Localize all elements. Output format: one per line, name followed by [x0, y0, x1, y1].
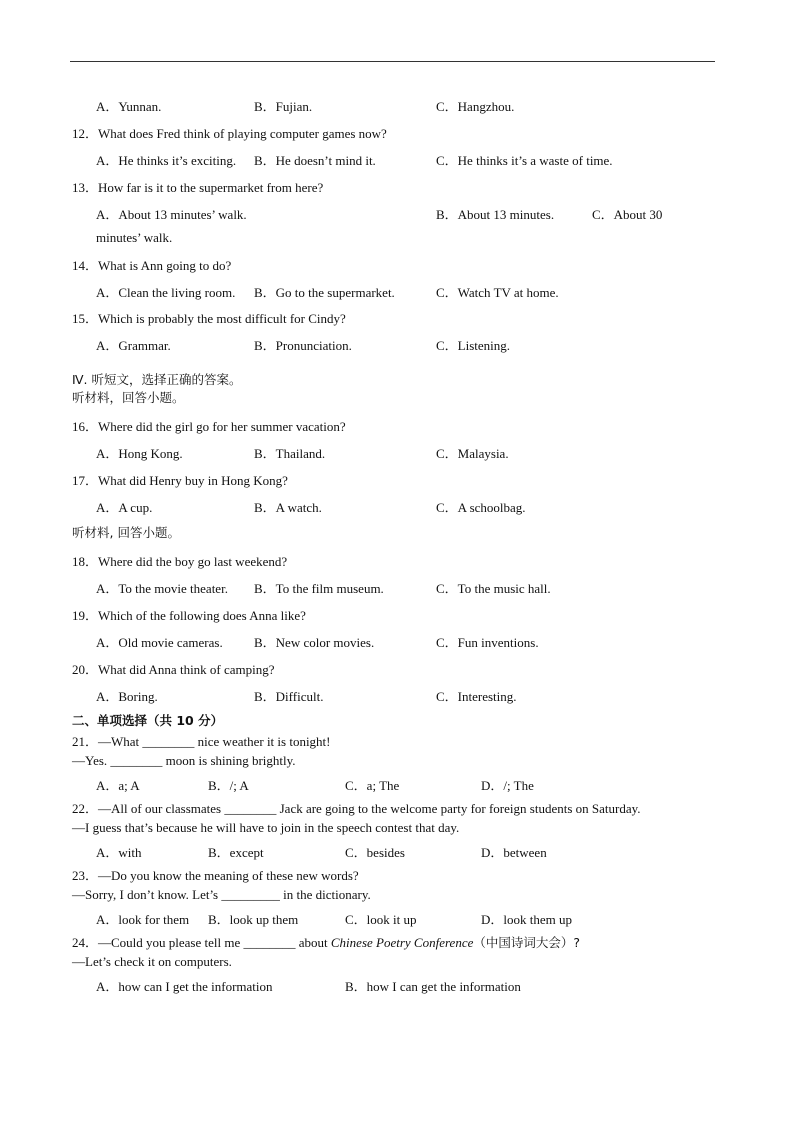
option-c: C．About 30: [592, 207, 663, 222]
option-c: C．a; The: [345, 778, 400, 793]
option-b: B．About 13 minutes.: [436, 207, 555, 222]
question-22-line-2: —I guess that’s because he will have to join in the speech contest that day.: [72, 820, 460, 835]
option-c: C．He thinks it’s a waste of time.: [436, 153, 613, 168]
option-b: B．Thailand.: [254, 446, 326, 461]
question-24-title: Chinese Poetry Conference: [330, 935, 474, 950]
question-21-line-2: —Yes. ________ moon is shining brightly.: [72, 753, 296, 768]
option-c: C．A schoolbag.: [436, 500, 526, 515]
option-c: C．Hangzhou.: [436, 99, 515, 114]
question-23-line-1: 23．—Do you know the meaning of these new words?: [72, 868, 359, 883]
question-15-stem: 15．Which is probably the most difficult for Cindy?: [72, 311, 346, 326]
option-b: B．A watch.: [254, 500, 322, 515]
question-22-line-1: 22．—All of our classmates ________ Jack are going to the welcome party for foreign students on Saturday.: [72, 801, 641, 816]
option-a: A．Yunnan.: [96, 99, 162, 114]
option-c: C．Malaysia.: [436, 446, 509, 461]
question-24-stem: 24．—Could you please tell me ________ about: [72, 935, 331, 950]
listening-instruction: 听材料, 回答小题。: [72, 525, 180, 540]
question-24-line-2: —Let’s check it on computers.: [72, 954, 232, 969]
question-14-stem: 14．What is Ann going to do?: [72, 258, 232, 273]
section-2-title: 二、单项选择（共 10 分）: [72, 713, 224, 728]
option-a: A．with: [96, 845, 142, 860]
option-c: C．Watch TV at home.: [436, 285, 559, 300]
question-20-stem: 20．What did Anna think of camping?: [72, 662, 275, 677]
question-23-line-2: —Sorry, I don’t know. Let’s _________ in the dictionary.: [72, 887, 371, 902]
question-21-line-1: 21．—What ________ nice weather it is tonight!: [72, 734, 331, 749]
question-24-line-1: [72, 932, 580, 951]
question-13-stem: 13．How far is it to the supermarket from here?: [72, 180, 324, 195]
question-17-stem: 17．What did Henry buy in Hong Kong?: [72, 473, 288, 488]
option-b: B．To the film museum.: [254, 581, 384, 596]
option-a: A．look for them: [96, 912, 190, 927]
option-c: C．look it up: [345, 912, 417, 927]
option-a: A．He thinks it’s exciting.: [96, 153, 237, 168]
option-b: B．New color movies.: [254, 635, 375, 650]
section-4-title: Ⅳ. 听短文，选择正确的答案。: [72, 372, 242, 387]
option-b: B．except: [208, 845, 264, 860]
option-c: C．besides: [345, 845, 405, 860]
option-d: D．look them up: [481, 912, 572, 927]
option-b: B．/; A: [208, 778, 249, 793]
option-a: A．Boring.: [96, 689, 158, 704]
option-a: A．how can I get the information: [96, 979, 273, 994]
option-a: A．a; A: [96, 778, 140, 793]
option-c: C．To the music hall.: [436, 581, 551, 596]
option-a: A．Old movie cameras.: [96, 635, 223, 650]
option-c: C．Listening.: [436, 338, 511, 353]
option-a: A．To the movie theater.: [96, 581, 228, 596]
question-19-stem: 19．Which of the following does Anna like?: [72, 608, 306, 623]
question-24-note: （中国诗词大会）?: [473, 935, 581, 950]
question-18-stem: 18．Where did the boy go last weekend?: [72, 554, 288, 569]
option-a: A．Hong Kong.: [96, 446, 183, 461]
option-b: B．Go to the supermarket.: [254, 285, 395, 300]
option-b: B．Pronunciation.: [254, 338, 352, 353]
question-16-stem: 16．Where did the girl go for her summer vacation?: [72, 419, 346, 434]
option-b: B．He doesn’t mind it.: [254, 153, 376, 168]
option-c: C．Interesting.: [436, 689, 517, 704]
option-a: A．Grammar.: [96, 338, 171, 353]
option-c-continued: minutes’ walk.: [96, 230, 173, 245]
question-12-stem: 12．What does Fred think of playing computer games now?: [72, 126, 387, 141]
section-4-instruction: 听材料，回答小题。: [72, 390, 185, 405]
option-a: A．Clean the living room.: [96, 285, 236, 300]
option-b: B．how I can get the information: [345, 979, 521, 994]
option-a: A．A cup.: [96, 500, 153, 515]
option-d: D．/; The: [481, 778, 534, 793]
option-c: C．Fun inventions.: [436, 635, 539, 650]
option-a: A．About 13 minutes’ walk.: [96, 207, 247, 222]
option-b: B．look up them: [208, 912, 299, 927]
option-b: B．Difficult.: [254, 689, 324, 704]
option-d: D．between: [481, 845, 547, 860]
option-b: B．Fujian.: [254, 99, 313, 114]
header-rule: [70, 61, 715, 62]
